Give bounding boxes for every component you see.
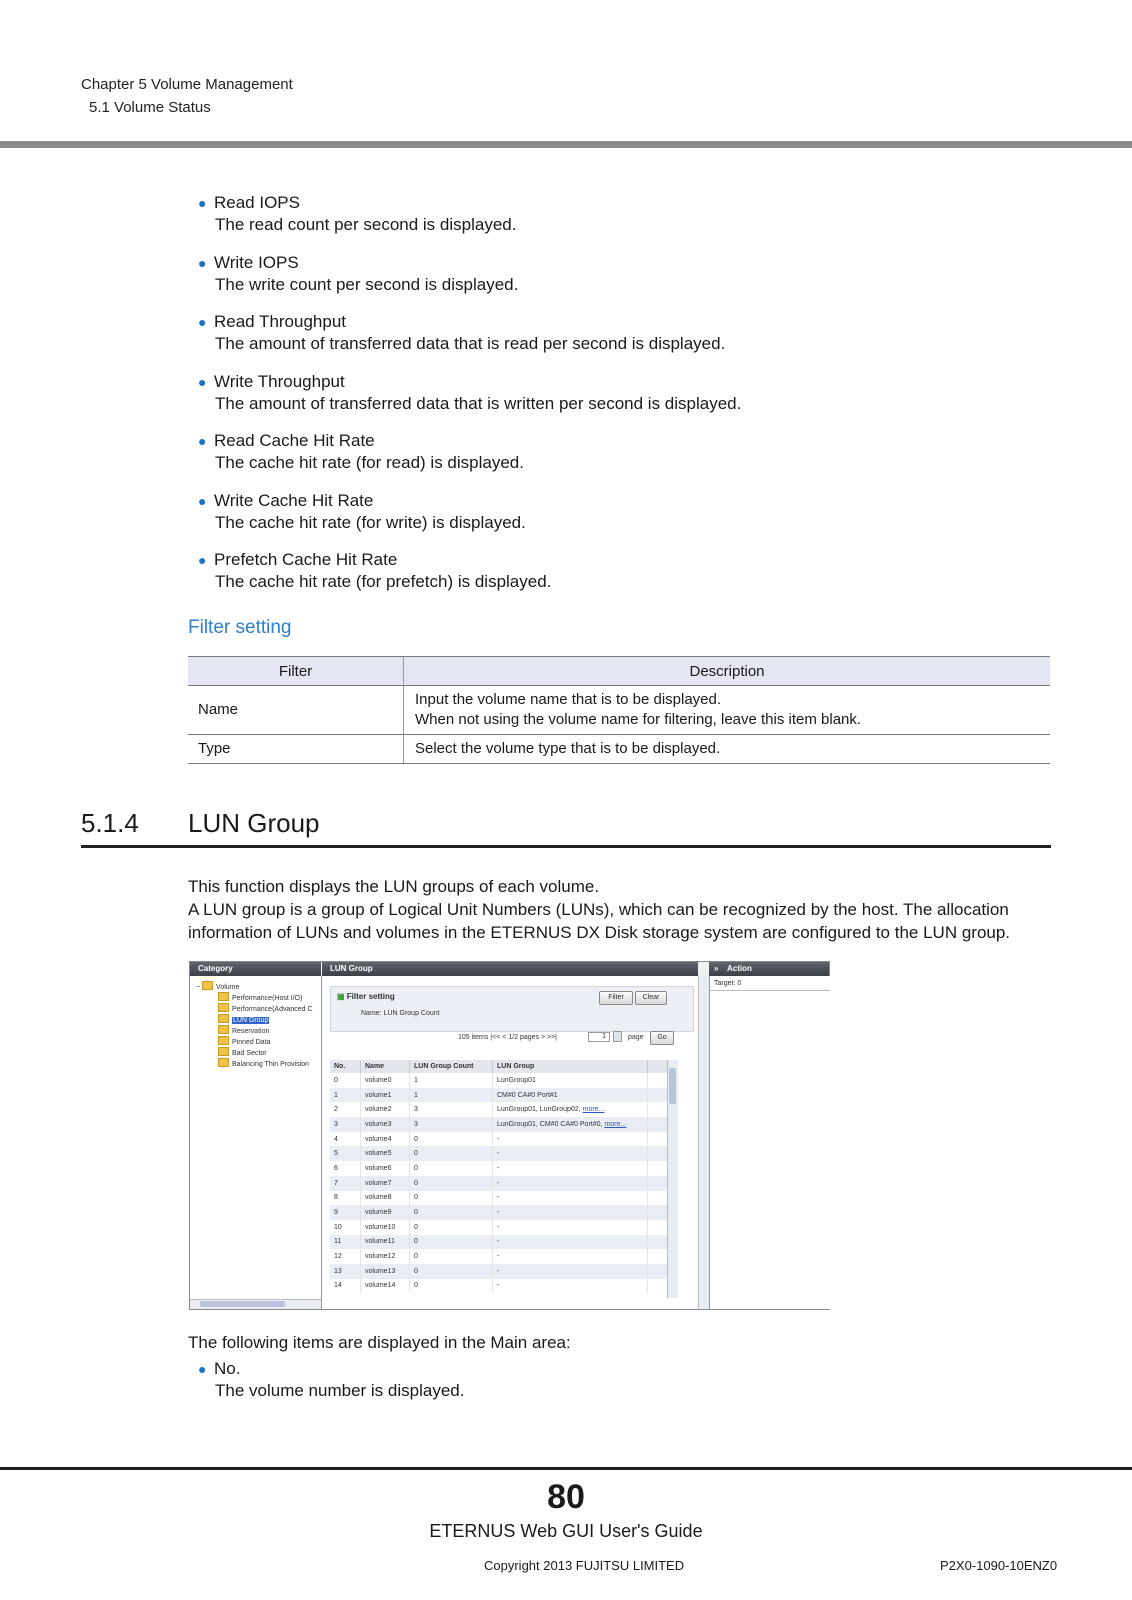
filter-name-description: Input the volume name that is to be displayed. When not using the volume name for filtering, leave this item blank. bbox=[404, 686, 1051, 735]
column-header-description: Description bbox=[404, 657, 1051, 686]
scroll-thumb[interactable] bbox=[200, 1301, 285, 1307]
divider bbox=[710, 990, 830, 991]
bullet-icon: ● bbox=[198, 552, 207, 568]
grid-cell: 3 bbox=[410, 1117, 493, 1132]
lun-group-screenshot bbox=[189, 961, 830, 1310]
grid-cell: - bbox=[493, 1249, 648, 1264]
grid-cell: volume1 bbox=[361, 1088, 410, 1103]
grid-cell: 0 bbox=[410, 1176, 493, 1191]
folder-icon bbox=[218, 1047, 229, 1056]
grid-cell-text: LunGroup01, CM#0 CA#0 Port#0, bbox=[497, 1120, 605, 1128]
grid-cell: volume0 bbox=[361, 1073, 410, 1088]
grid-cell: 0 bbox=[410, 1264, 493, 1279]
bullet-icon: ● bbox=[198, 374, 207, 390]
filter-setting-heading: Filter setting bbox=[188, 617, 292, 638]
collapse-arrow-icon[interactable]: » bbox=[714, 964, 719, 973]
grid-cell: volume10 bbox=[361, 1220, 410, 1235]
lun-group-grid bbox=[330, 1060, 675, 1293]
tree-item[interactable]: Bad Sector bbox=[218, 1047, 267, 1057]
grid-cell: 1 bbox=[410, 1088, 493, 1103]
tree-item-lun-group[interactable]: LUN Group bbox=[218, 1014, 269, 1024]
tree-item[interactable]: Performance(Host I/O) bbox=[218, 992, 302, 1002]
table-row[interactable] bbox=[330, 1132, 675, 1147]
bullet-icon: ● bbox=[198, 1361, 207, 1377]
list-item: ● Write IOPS The write count per second is displayed. bbox=[198, 253, 519, 294]
grid-cell-with-link bbox=[493, 1102, 648, 1117]
table-row[interactable] bbox=[330, 1176, 675, 1191]
list-item: ● Write Throughput The amount of transferred data that is written per second is displayed. bbox=[198, 372, 742, 413]
folder-icon bbox=[218, 1036, 229, 1045]
grid-cell: volume5 bbox=[361, 1146, 410, 1161]
grid-cell: CM#0 CA#0 Port#1 bbox=[493, 1088, 648, 1103]
filter-setting-label: ▦ Filter setting bbox=[337, 992, 395, 1001]
bullet-icon: ● bbox=[198, 433, 207, 449]
header-rule bbox=[0, 141, 1132, 148]
grid-cell: 14 bbox=[330, 1279, 361, 1294]
folder-icon bbox=[218, 1003, 229, 1012]
filter-type-cell: Type bbox=[188, 735, 404, 764]
folder-icon bbox=[202, 981, 213, 990]
copyright: Copyright 2013 FUJITSU LIMITED bbox=[484, 1558, 685, 1573]
folder-icon bbox=[218, 1014, 229, 1023]
go-button[interactable]: Go bbox=[650, 1031, 674, 1045]
grid-header-no[interactable]: No. bbox=[330, 1060, 361, 1073]
tree-item[interactable]: Performance(Advanced C bbox=[218, 1003, 313, 1013]
grid-cell: 2 bbox=[330, 1102, 361, 1117]
list-item: ● Read Cache Hit Rate The cache hit rate (for read) is displayed. bbox=[198, 431, 524, 472]
grid-header-lun-group-count[interactable]: LUN Group Count bbox=[410, 1060, 493, 1073]
grid-cell: 1 bbox=[330, 1088, 361, 1103]
grid-cell: volume9 bbox=[361, 1205, 410, 1220]
intro-paragraph-1: This function displays the LUN groups of each volume. bbox=[188, 877, 600, 896]
grid-cell: 0 bbox=[410, 1249, 493, 1264]
main-vertical-scrollbar[interactable] bbox=[698, 976, 709, 1309]
grid-cell: volume12 bbox=[361, 1249, 410, 1264]
tree-item[interactable]: Reservation bbox=[218, 1025, 269, 1035]
grid-cell: volume7 bbox=[361, 1176, 410, 1191]
table-row[interactable] bbox=[330, 1235, 675, 1250]
grid-cell: volume3 bbox=[361, 1117, 410, 1132]
grid-cell: volume4 bbox=[361, 1132, 410, 1147]
action-panel bbox=[709, 976, 830, 1309]
page-label: page bbox=[628, 1034, 644, 1041]
table-row[interactable] bbox=[330, 1220, 675, 1235]
grid-cell: 1 bbox=[410, 1073, 493, 1088]
guide-title: ETERNUS Web GUI User's Guide bbox=[429, 1521, 703, 1541]
grid-cell: volume6 bbox=[361, 1161, 410, 1176]
grid-cell-text: LunGroup01, LunGroup02, bbox=[497, 1106, 583, 1114]
grid-cell: 3 bbox=[410, 1102, 493, 1117]
grid-header-name[interactable]: Name bbox=[361, 1060, 410, 1073]
section-title: LUN Group bbox=[188, 808, 320, 838]
grid-cell: - bbox=[493, 1235, 648, 1250]
tree-item[interactable]: Balancing Thin Provision bbox=[218, 1058, 309, 1068]
grid-cell: - bbox=[493, 1146, 648, 1161]
grid-cell: 11 bbox=[330, 1235, 361, 1250]
table-row[interactable] bbox=[330, 1088, 675, 1103]
bullet-icon: ● bbox=[198, 255, 207, 271]
table-row[interactable] bbox=[330, 1146, 675, 1161]
folder-icon bbox=[218, 1025, 229, 1034]
grid-cell: volume2 bbox=[361, 1102, 410, 1117]
grid-cell: 0 bbox=[410, 1279, 493, 1294]
category-tree bbox=[190, 976, 322, 1309]
folder-icon bbox=[218, 992, 229, 1001]
filter-fields: Name: LUN Group Count bbox=[361, 1010, 440, 1017]
table-row[interactable] bbox=[330, 1264, 675, 1279]
grid-cell: 6 bbox=[330, 1161, 361, 1176]
grid-cell: volume14 bbox=[361, 1279, 410, 1294]
bullet-icon: ● bbox=[198, 314, 207, 330]
section-number: 5.1.4 bbox=[81, 808, 139, 838]
footer-rule bbox=[0, 1467, 1132, 1470]
table-row bbox=[188, 686, 1050, 735]
grid-cell: volume8 bbox=[361, 1191, 410, 1206]
action-panel-title: » Action bbox=[709, 962, 829, 976]
filter-setting-box bbox=[330, 986, 694, 1032]
grid-cell: 0 bbox=[410, 1146, 493, 1161]
table-row[interactable] bbox=[330, 1161, 675, 1176]
grid-cell: volume11 bbox=[361, 1235, 410, 1250]
filter-setting-table bbox=[188, 656, 1050, 764]
grid-cell: 0 bbox=[330, 1073, 361, 1088]
grid-cell: 5 bbox=[330, 1146, 361, 1161]
grid-cell: 4 bbox=[330, 1132, 361, 1147]
table-row[interactable] bbox=[330, 1279, 675, 1294]
grid-cell: 0 bbox=[410, 1161, 493, 1176]
table-row[interactable] bbox=[330, 1249, 675, 1264]
filter-type-description: Select the volume type that is to be displayed. bbox=[404, 735, 1051, 764]
list-item: ● No. The volume number is displayed. bbox=[198, 1359, 465, 1400]
filter-grid-icon: ▦ bbox=[337, 992, 345, 1001]
list-item: ● Read Throughput The amount of transferred data that is read per second is displayed. bbox=[198, 312, 726, 353]
grid-cell: LunGroup01 bbox=[493, 1073, 648, 1088]
tree-item[interactable]: Pinned Data bbox=[218, 1036, 271, 1046]
grid-cell: - bbox=[493, 1220, 648, 1235]
running-header-section: 5.1 Volume Status bbox=[89, 99, 211, 116]
table-row[interactable] bbox=[330, 1102, 675, 1117]
action-target: Target: 0 bbox=[714, 980, 742, 987]
grid-cell: 9 bbox=[330, 1205, 361, 1220]
grid-cell: 0 bbox=[410, 1235, 493, 1250]
document-id: P2X0-1090-10ENZ0 bbox=[940, 1558, 1058, 1573]
grid-cell: 0 bbox=[410, 1205, 493, 1220]
collapse-icon[interactable]: − bbox=[196, 984, 201, 991]
horizontal-scrollbar[interactable] bbox=[190, 1299, 321, 1309]
grid-cell: 3 bbox=[330, 1117, 361, 1132]
main-area bbox=[322, 976, 698, 1309]
category-panel-title: Category bbox=[190, 962, 321, 976]
grid-cell-with-link bbox=[493, 1117, 648, 1132]
grid-header-lun-group[interactable]: LUN Group bbox=[493, 1060, 648, 1073]
grid-cell: - bbox=[493, 1161, 648, 1176]
pager[interactable]: 105 items |<< < 1/2 pages > >>| bbox=[458, 1034, 557, 1041]
page-input[interactable]: 1 bbox=[588, 1032, 610, 1042]
grid-cell: - bbox=[493, 1132, 648, 1147]
page-spinner[interactable] bbox=[613, 1031, 622, 1042]
grid-cell: 7 bbox=[330, 1176, 361, 1191]
filter-name-cell: Name bbox=[188, 686, 404, 735]
table-row bbox=[188, 735, 1050, 764]
grid-cell: - bbox=[493, 1176, 648, 1191]
grid-cell: - bbox=[493, 1191, 648, 1206]
intro-paragraph-2: A LUN group is a group of Logical Unit Numbers (LUNs), which can be recognized by the host. The allocation information of LUNs and volumes in the ETERNUS DX Disk storage system are configured to the LUN group. bbox=[188, 900, 1011, 942]
grid-cell: 13 bbox=[330, 1264, 361, 1279]
folder-icon bbox=[218, 1058, 229, 1067]
bullet-icon: ● bbox=[198, 195, 207, 211]
column-header-filter: Filter bbox=[188, 657, 404, 686]
grid-cell: 8 bbox=[330, 1191, 361, 1206]
grid-cell: - bbox=[493, 1279, 648, 1294]
list-item: ● Write Cache Hit Rate The cache hit rate (for write) is displayed. bbox=[198, 491, 526, 532]
table-row[interactable] bbox=[330, 1073, 675, 1088]
table-row[interactable] bbox=[330, 1117, 675, 1132]
list-item: ● Prefetch Cache Hit Rate The cache hit rate (for prefetch) is displayed. bbox=[198, 550, 552, 591]
grid-cell: 0 bbox=[410, 1220, 493, 1235]
grid-cell: volume13 bbox=[361, 1264, 410, 1279]
table-row[interactable] bbox=[330, 1205, 675, 1220]
bullet-icon: ● bbox=[198, 493, 207, 509]
list-item: ● Read IOPS The read count per second is displayed. bbox=[198, 193, 517, 234]
grid-cell: 10 bbox=[330, 1220, 361, 1235]
grid-cell: 12 bbox=[330, 1249, 361, 1264]
main-area-lead: The following items are displayed in the Main area: bbox=[188, 1333, 571, 1352]
page-number: 80 bbox=[547, 1478, 585, 1516]
filter-button[interactable]: Filter bbox=[599, 991, 633, 1005]
table-row[interactable] bbox=[330, 1191, 675, 1206]
running-header-chapter: Chapter 5 Volume Management bbox=[81, 76, 293, 93]
more-link[interactable]: more... bbox=[604, 1120, 627, 1128]
clear-button[interactable]: Clear bbox=[635, 991, 667, 1005]
more-link[interactable]: more... bbox=[582, 1106, 605, 1114]
grid-cell: - bbox=[493, 1205, 648, 1220]
grid-cell: 0 bbox=[410, 1191, 493, 1206]
scroll-thumb[interactable] bbox=[669, 1068, 676, 1104]
main-panel-title: LUN Group bbox=[322, 962, 698, 976]
grid-cell: 0 bbox=[410, 1132, 493, 1147]
grid-vertical-scrollbar[interactable] bbox=[667, 1060, 678, 1298]
grid-cell: - bbox=[493, 1264, 648, 1279]
section-rule bbox=[81, 845, 1051, 848]
tree-item-volume[interactable]: − Volume bbox=[196, 981, 239, 991]
